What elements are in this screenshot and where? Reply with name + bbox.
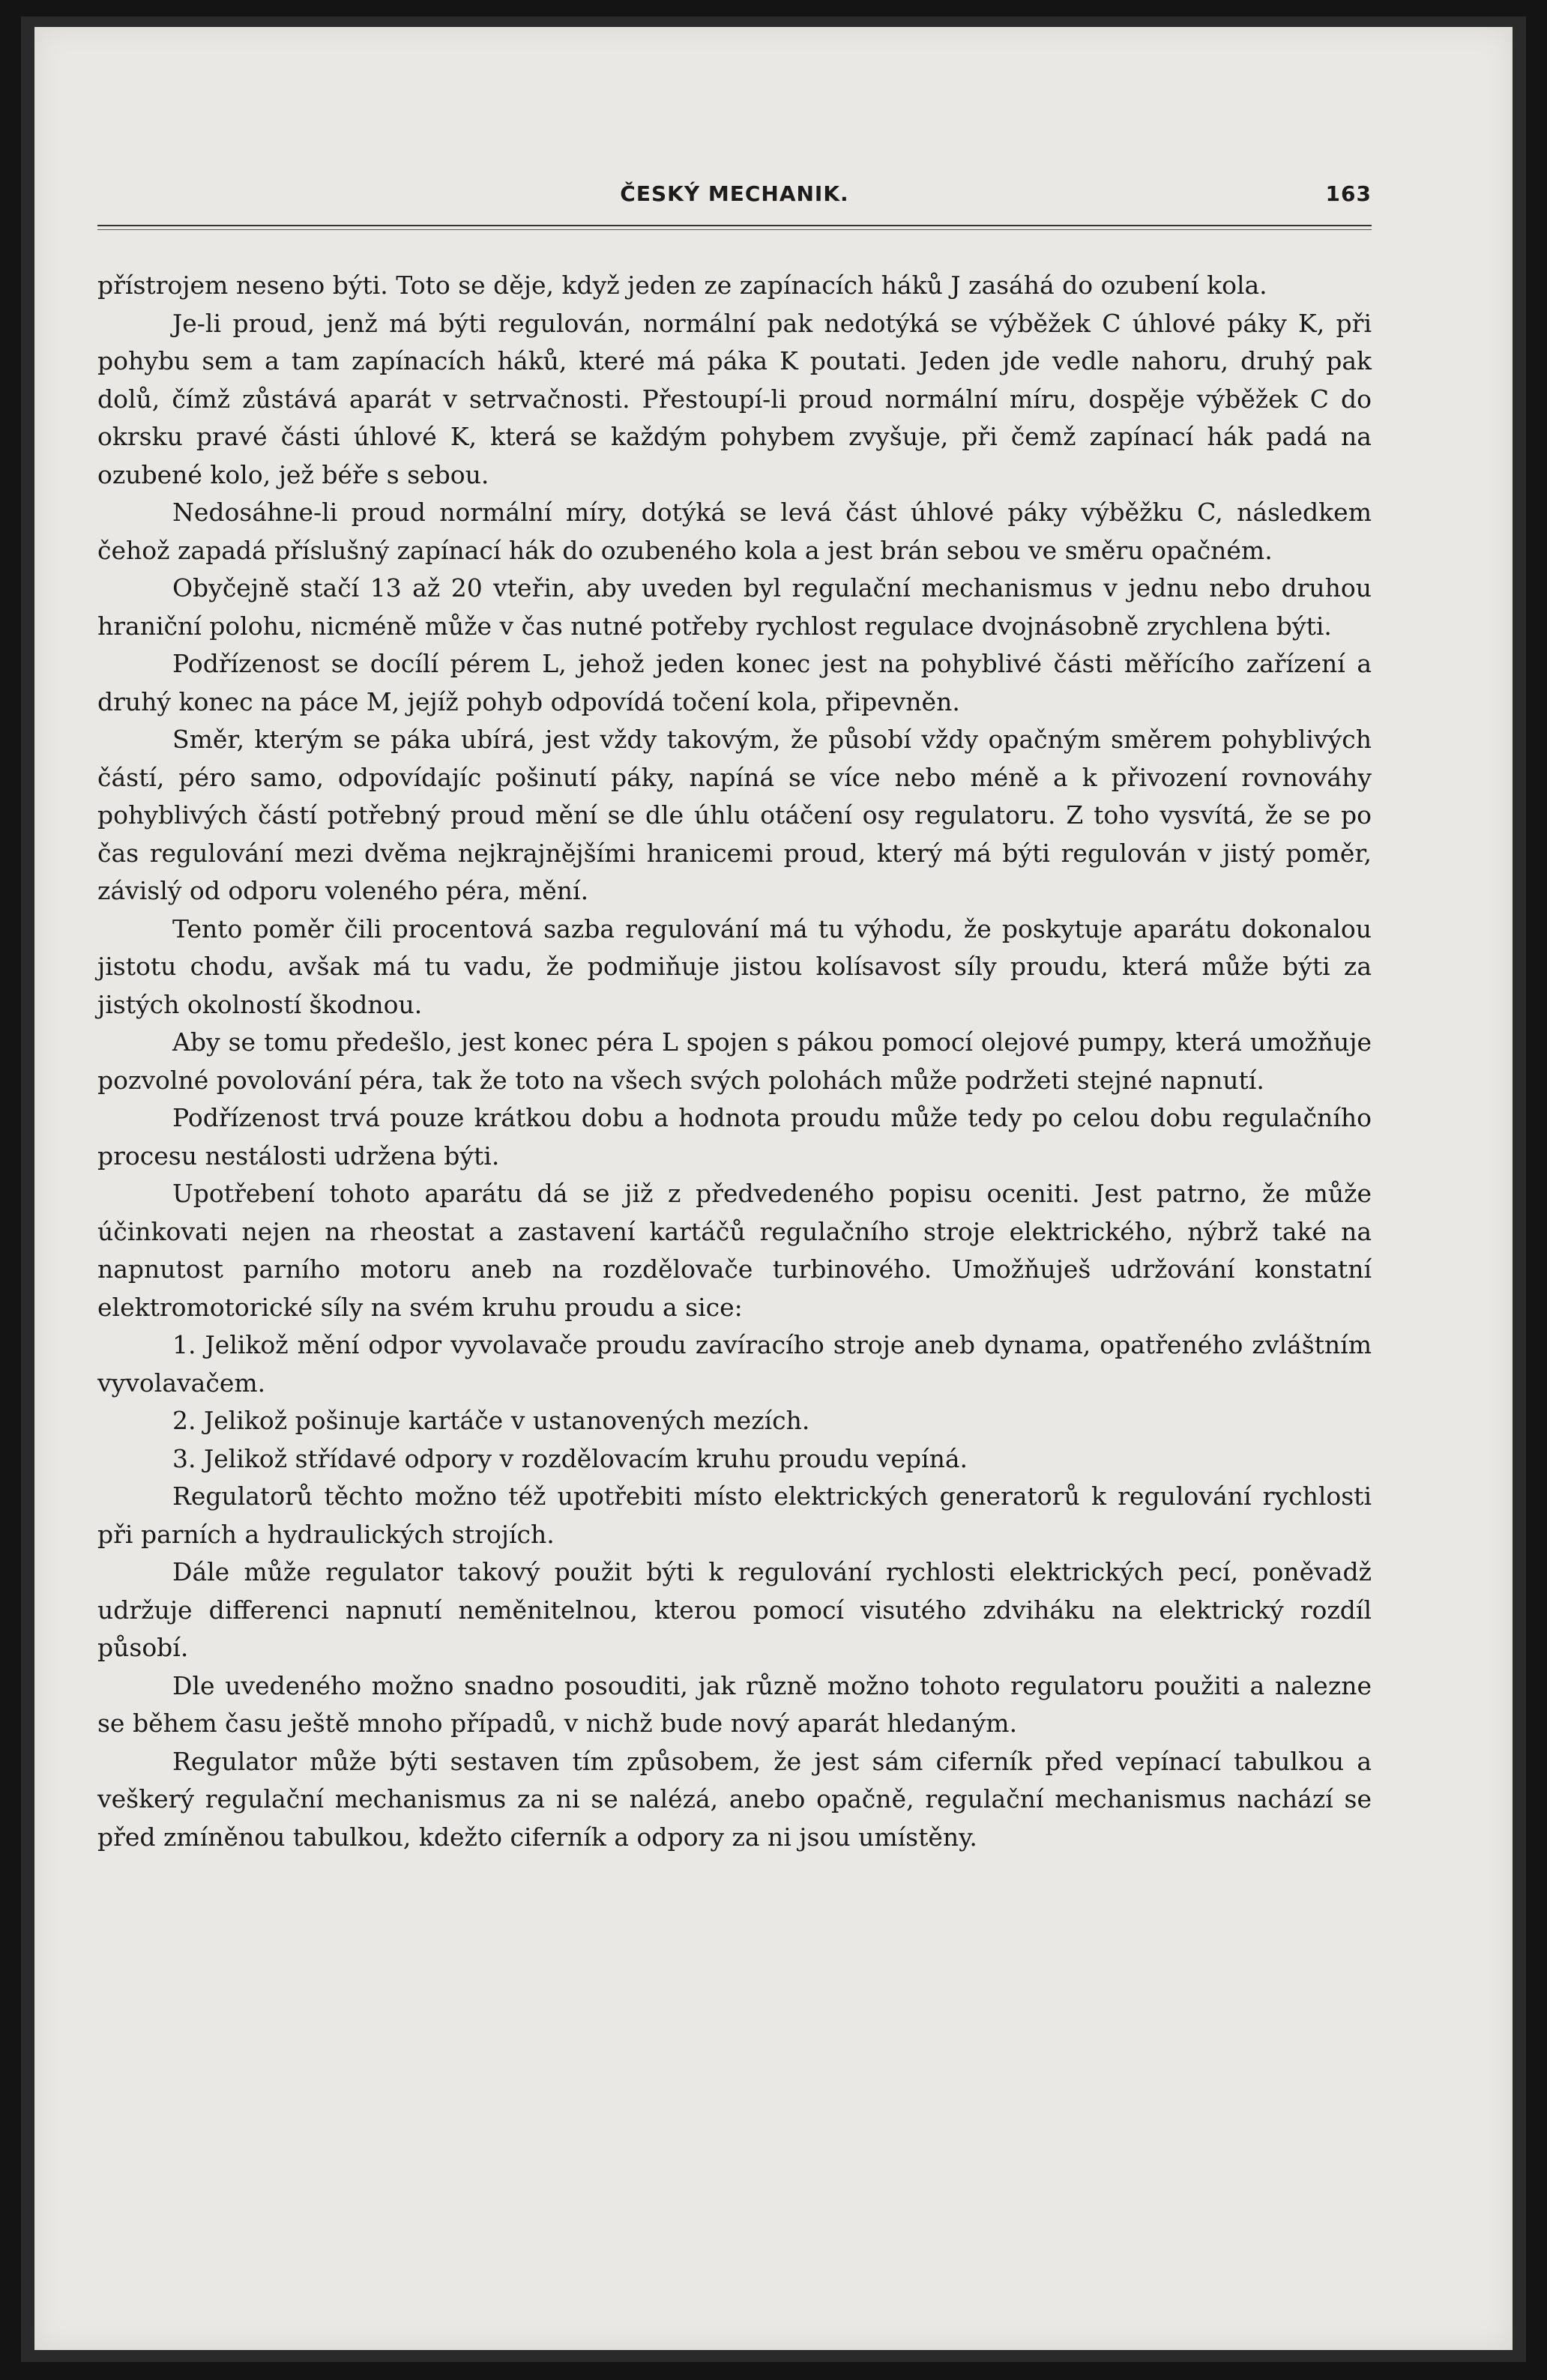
running-header	[97, 181, 1372, 211]
paragraph: Upotřebení tohoto aparátu dá se již z předvedeného popisu oceniti. Jest patrno, že může účinkovati nejen na rheostat a zastavení kartáčů regulačního stroje elektrického, nýbrž také na napnutost parního motoru aneb na rozdělovače turbinového. Umožňuješ udržování konstatní elektromotorické síly na svém kruhu proudu a sice:	[97, 1179, 1372, 1322]
paragraph: přístrojem neseno býti. Toto se děje, když jeden ze zapínacích háků J zasáhá do ozubení kola.	[97, 271, 1267, 300]
paragraph: Nedosáhne-li proud normální míry, dotýká se levá část úhlové páky výběžku C, následkem čehož zapadá příslušný zapínací hák do ozubeného kola a jest brán sebou ve směru opačném.	[97, 498, 1372, 565]
list-item: 2. Jelikož pošinuje kartáče v ustanovených mezích.	[172, 1406, 810, 1435]
list-item: 1. Jelikož mění odpor vyvolavače proudu zavíracího stroje aneb dynama, opatřeného zvláštním vyvolavačem.	[97, 1330, 1372, 1398]
paragraph: Směr, kterým se páka ubírá, jest vždy takovým, že působí vždy opačným směrem pohyblivých částí, péro samo, odpovídajíc pošinutí páky, napíná se více nebo méně a k přivození rovnováhy pohyblivých částí potřebný proud mění se dle úhlu otáčení osy regulatoru. Z toho vysvítá, že se po čas regulování mezi dvěma nejkrajnějšími hranicemi proud, který má býti regulován v jistý poměr, závislý od odporu voleného péra, mění.	[97, 725, 1372, 905]
paragraph: Podřízenost trvá pouze krátkou dobu a hodnota proudu může tedy po celou dobu regulačního procesu nestálosti udržena býti.	[97, 1103, 1372, 1171]
paragraph: Dále může regulator takový použit býti k regulování rychlosti elektrických pecí, poněvadž udržuje differenci napnutí neměnitelnou, kterou pomocí visutého zdviháku na elektrický rozdíl působí.	[97, 1557, 1372, 1662]
paragraph: Regulatorů těchto možno též upotřebiti místo elektrických generatorů k regulování rychlosti při parních a hydraulických strojích.	[97, 1482, 1372, 1549]
paragraph: Dle uvedeného možno snadno posouditi, jak různě možno tohoto regulatoru použiti a nalezne se během času ještě mnoho případů, v nichž bude nový aparát hledaným.	[97, 1670, 1372, 1738]
page-number: 163	[1325, 181, 1372, 206]
list-item: 3. Jelikož střídavé odpory v rozdělovacím kruhu proudu vepíná.	[172, 1443, 968, 1473]
header-rule	[97, 225, 1372, 230]
paragraph: Je-li proud, jenž má býti regulován, normální pak nedotýká se výběžek C úhlové páky K, při pohybu sem a tam zapínacích háků, které má páka K poutati. Jeden jde vedle nahoru, druhý pak dolů, čímž zůstává aparát v setrvačnosti. Přestoupí-li proud normální míru, dospěje výběžek C do okrsku pravé části úhlové K, která se každým pohybem zvyšuje, při čemž zapínací hák padá na ozubené kolo, jež béře s sebou.	[97, 308, 1372, 489]
paragraph: Regulator může býti sestaven tím způsobem, že jest sám ciferník před vepínací tabulkou a veškerý regulační mechanismus za ni se nalézá, anebo opačně, regulační mechanismus nachází se před zmíněnou tabulkou, kdežto ciferník a odpory za ni jsou umístěny.	[97, 1746, 1372, 1852]
paragraph: Podřízenost se docílí pérem L, jehož jeden konec jest na pohyblivé části měřícího zařízení a druhý konec na páce M, jejíž pohyb odpovídá točení kola, připevněn.	[97, 649, 1372, 716]
paragraph: Aby se tomu předešlo, jest konec péra L spojen s pákou pomocí olejové pumpy, která umožňuje pozvolné povolování péra, tak že toto na všech svých polohách může podržeti stejné napnutí.	[97, 1027, 1372, 1095]
paragraph: Tento poměr čili procentová sazba regulování má tu výhodu, že poskytuje aparátu dokonalou jistotu chodu, avšak má tu vadu, že podmiňuje jistou kolísavost síly proudu, která může býti za jistých okolností škodnou.	[97, 913, 1372, 1019]
paragraph: Obyčejně stačí 13 až 20 vteřin, aby uveden byl regulační mechanismus v jednu nebo druhou hraniční polohu, nicméně může v čas nutné potřeby rychlost regulace dvojnásobně zrychlena býti.	[97, 573, 1372, 641]
article-body	[97, 267, 1372, 1856]
journal-title: ČESKÝ MECHANIK.	[620, 181, 849, 206]
